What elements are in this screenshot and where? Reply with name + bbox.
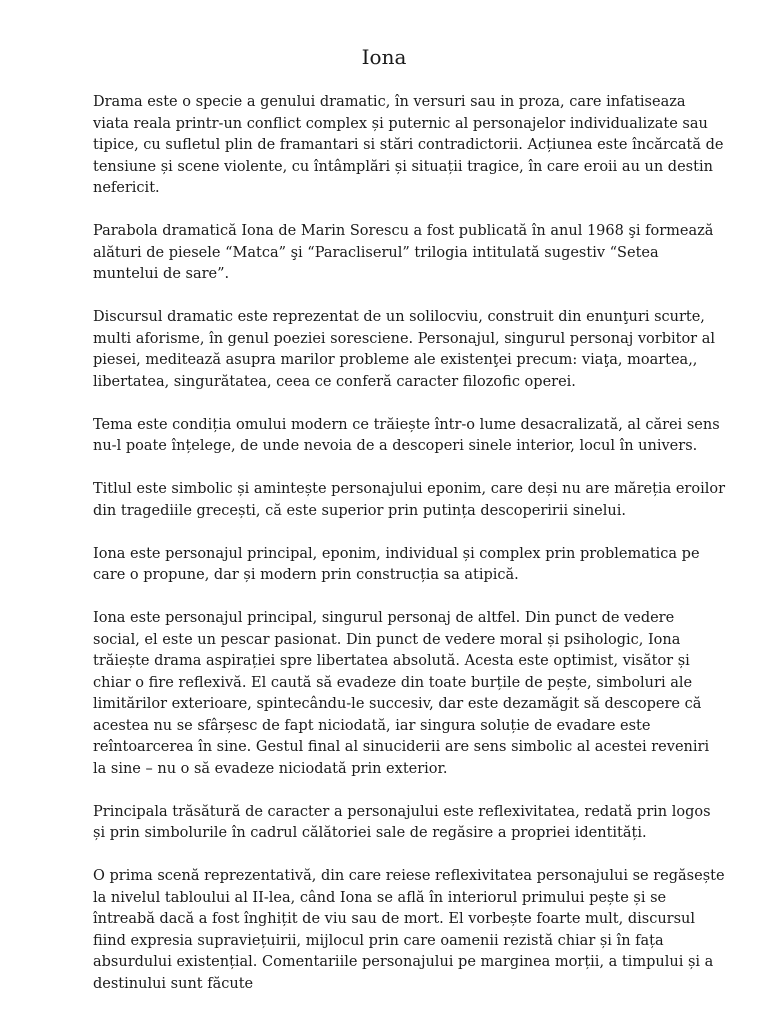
- paragraph-character-portrait: Iona este personajul principal, singurul personaj de altfel. Din punct de vedere social, el este un pescar pasionat. Din punct de vedere moral și psihologic, Iona trăiește drama aspirației spre libertatea absolută. Acesta este optimist, visător și chiar o fire reflexivă. El caută să evadeze din toate burțile de pește, simboluri ale limitărilor exterioare, spintecându-le succesiv, dar este dezamăgit să descopere că acestea nu se sfârșesc de fapt niciodată, iar singura soluție de evadare este reîntoarcerea în sine. Gestul final al sinuciderii are sens simbolic al acestei reveniri la sine – nu o să evadeze niciodată prin exterior.: [93, 610, 710, 777]
- paragraph-main-character: Iona este personajul principal, eponim, individual și complex prin problematica pe care o propune, dar și modern prin construcția sa atipică.: [93, 545, 700, 583]
- paragraph-theme: Tema este condiția omului modern ce trăiește într-o lume desacralizată, al cărei sens nu-l poate înțelege, de unde nevoia de a descoperi sinele interior, locul în univers.: [93, 416, 720, 454]
- paragraph-dramatic-discourse: Discursul dramatic este reprezentat de un solilocviu, construit din enunţuri scurte, multi aforisme, în genul poeziei soresciene. Personajul, singurul personaj vorbitor al piesei, meditează asupra marilor probleme ale existenţei precum: viaţa, moartea,, libertatea, singurătatea, ceea ce conferă caracter filozofic operei.: [93, 309, 715, 390]
- paragraph-first-scene: O prima scenă reprezentativă, din care reiese reflexivitatea personajului se regăsește la nivelul tabloului al II-lea, când Iona se află în interiorul primului pește și se întreabă dacă a fost înghițit de viu sau de mort. El vorbește foarte mult, discursul fiind expresia supraviețuirii, mijlocul prin care oamenii rezistă chiar și în fața absurdului existențial. Comentariile personajului pe marginea morții, a timpului și a destinului sunt făcute: [93, 868, 725, 992]
- paragraph-title-meaning: Titlul este simbolic și amintește personajului eponim, care deși nu are măreția eroilor din tragediile grecești, că este superior prin putința descoperirii sinelui.: [93, 481, 726, 519]
- paragraph-publication: Parabola dramatică Iona de Marin Sorescu a fost publicată în anul 1968 şi formează alături de piesele “Matca” şi “Paracliserul” trilogia intitulată sugestiv “Setea muntelui de sare”.: [93, 223, 714, 282]
- document-title: Iona: [361, 45, 407, 69]
- paragraph-character-trait: Principala trăsătură de caracter a personajului este reflexivitatea, redată prin logos și prin simbolurile în cadrul călătoriei sale de regăsire a propriei identități.: [93, 803, 711, 841]
- document-body: [93, 92, 725, 1017]
- paragraph-drama-definition: Drama este o specie a genului dramatic, în versuri sau in proza, care infatiseaza viata reala printr-un conflict complex și puternic al personajelor individualizate sau tipice, cu sufletul plin de framantari si stări contradictorii. Acțiunea este încărcată de tensiune și scene violente, cu întâmplări și situații tragice, în care eroii au un destin nefericit.: [93, 94, 724, 196]
